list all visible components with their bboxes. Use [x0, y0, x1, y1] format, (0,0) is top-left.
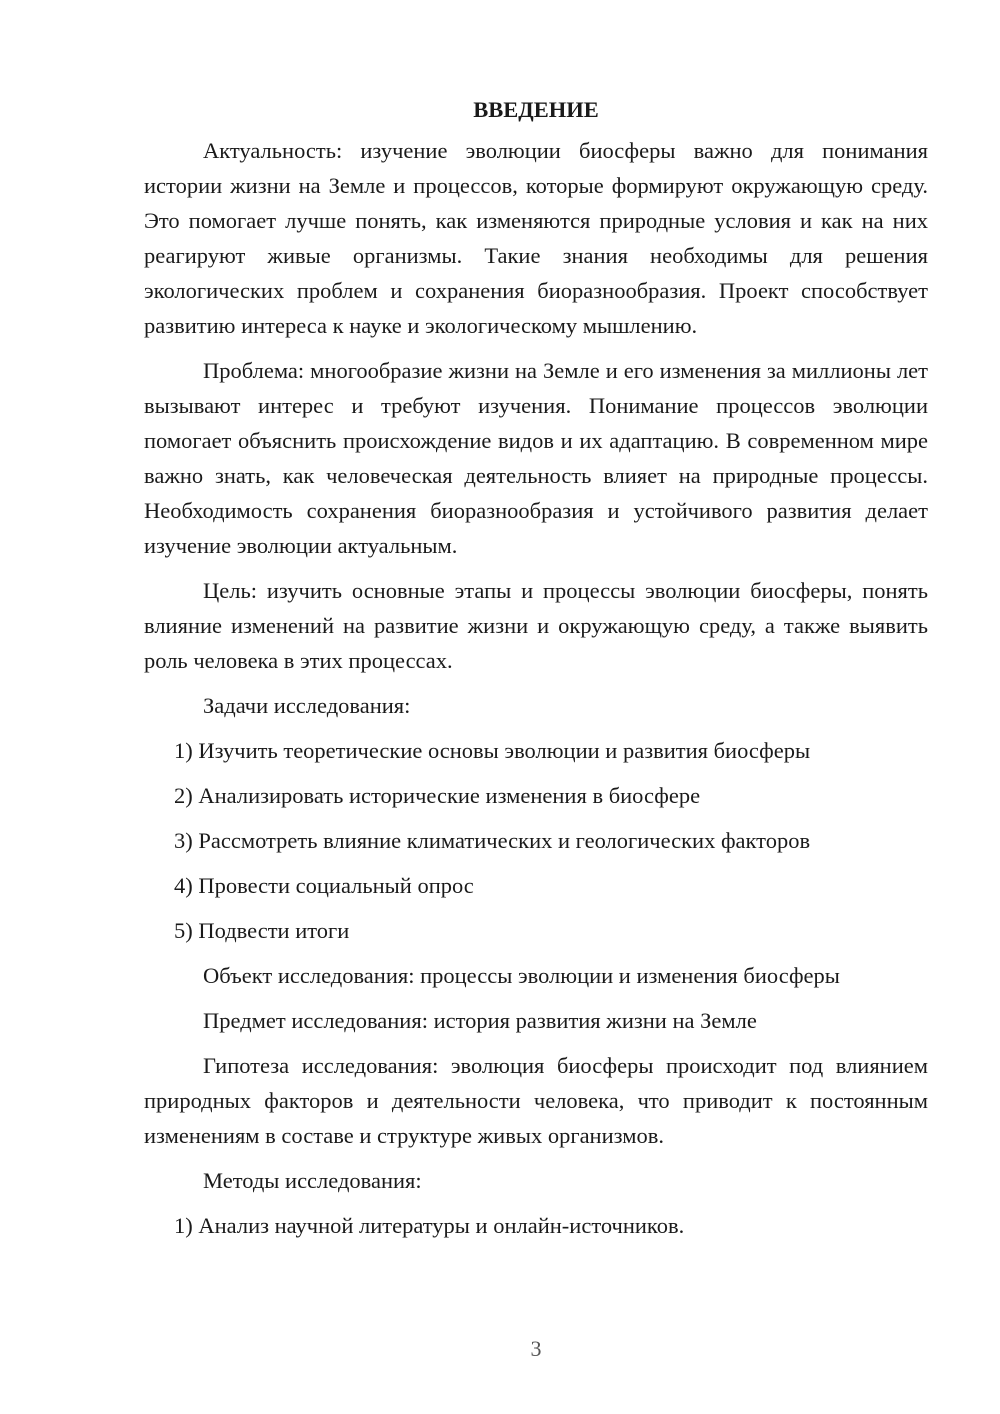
research-subject: Предмет исследования: история развития жизни на Земле — [203, 1008, 757, 1033]
list-item: 3) Рассмотреть влияние климатических и геологических факторов — [174, 828, 811, 853]
methods-list — [144, 1208, 928, 1243]
list-item: 1) Изучить теоретические основы эволюции и развития биосферы — [174, 738, 811, 763]
document-page — [144, 92, 928, 1253]
paragraph-problem: Проблема: многообразие жизни на Земле и его изменения за миллионы лет вызывают интерес и требуют изучения. Понимание процессов эволюции помогает объяснить происхождение видов и их адаптацию. В современном мире важно знать, как человеческая деятельность влияет на природные процессы. Необходимость сохранения биоразнообразия и устойчивого развития делает изучение эволюции актуальным. — [144, 358, 928, 558]
paragraph-relevance: Актуальность: изучение эволюции биосферы важно для понимания истории жизни на Земле и процессов, которые формируют окружающую среду. Это помогает лучше понять, как изменяются природные условия и как на них реагируют живые организмы. Такие знания необходимы для решения экологических проблем и сохранения биоразнообразия. Проект способствует развитию интереса к науке и экологическому мышлению. — [144, 138, 928, 338]
tasks-list — [144, 733, 928, 948]
paragraph-hypothesis: Гипотеза исследования: эволюция биосферы происходит под влиянием природных факторов и деятельности человека, что приводит к постоянным изменениям в составе и структуре живых организмов. — [144, 1053, 928, 1148]
list-item: 2) Анализировать исторические изменения в биосфере — [174, 783, 701, 808]
list-item: 1) Анализ научной литературы и онлайн-источников. — [174, 1213, 685, 1238]
tasks-heading: Задачи исследования: — [203, 693, 411, 718]
list-item: 4) Провести социальный опрос — [174, 873, 474, 898]
page-number: 3 — [530, 1336, 542, 1361]
page-title: ВВЕДЕНИЕ — [473, 97, 599, 122]
list-item: 5) Подвести итоги — [174, 918, 350, 943]
methods-heading: Методы исследования: — [203, 1168, 422, 1193]
research-object: Объект исследования: процессы эволюции и изменения биосферы — [203, 963, 840, 988]
paragraph-goal: Цель: изучить основные этапы и процессы эволюции биосферы, понять влияние изменений на развитие жизни и окружающую среду, а также выявить роль человека в этих процессах. — [144, 578, 928, 673]
